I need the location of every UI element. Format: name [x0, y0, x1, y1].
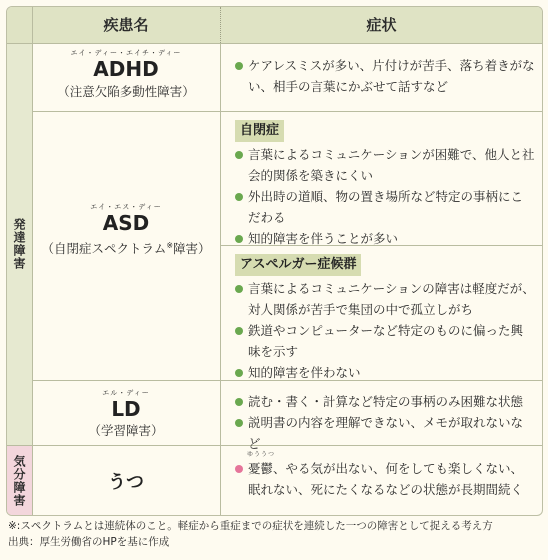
adhd-abbr: ADHD [93, 57, 159, 81]
asd-group-asperger [235, 253, 535, 383]
list-item: 説明書の内容を理解できない、メモが取れないなど [235, 412, 535, 454]
list-item: 知的障害を伴わない [235, 362, 535, 383]
table-header [7, 7, 542, 43]
bullet-icon [235, 235, 243, 243]
row-ld-name [32, 389, 220, 440]
list-item: 言葉によるコミュニケーションが困難で、他人と社会的関係を築きにくい [235, 144, 535, 186]
ld-full: （学習障害） [88, 423, 164, 438]
list-item: 鉄道やコンピューターなど特定のものに偏った興味を示す [235, 320, 535, 362]
adhd-ruby: エイ・ディー・エイチ・ディー [70, 49, 182, 57]
category-mood [7, 446, 32, 515]
list-item: 憂鬱、やる気が出ない、何をしても楽しくない、眠れない、死にたくなるなどの状態が長期間続く [235, 458, 535, 500]
bullet-icon [235, 369, 243, 377]
row-utsu-name [32, 468, 220, 494]
row-adhd-name [32, 49, 220, 101]
ld-ruby: エル・ディー [102, 389, 150, 397]
category-label-developmental: 発達障害 [12, 218, 26, 270]
list-item: ケアレスミスが多い、片付けが苦手、落ち着きがない、相手の言葉にかぶせて話すなど [235, 55, 535, 97]
asd-abbr: ASD [102, 211, 150, 235]
footnote: ※:スペクトラムとは連続体のこと。軽症から重症までの症状を連続した一つの障害として捉える考え方 [8, 520, 493, 532]
utsu-name: うつ [108, 472, 144, 493]
bullet-icon [235, 327, 243, 335]
row-adhd-symptoms [235, 55, 535, 97]
disorder-table [6, 6, 543, 516]
header-divider [220, 7, 221, 43]
asd-full: （自閉症スペクトラム※障害） [41, 241, 211, 257]
bullet-icon [235, 62, 243, 70]
row-utsu-symptoms [235, 458, 535, 500]
bullet-icon [235, 398, 243, 406]
bullet-icon [235, 193, 243, 201]
list-item: 読む・書く・計算など特定の事柄のみ困難な状態 [235, 391, 535, 412]
ld-abbr: LD [111, 397, 141, 421]
asperger-heading: アスペルガー症候群 [235, 254, 361, 276]
divider [7, 43, 542, 44]
bullet-icon [235, 419, 243, 427]
adhd-full: （注意欠陥多動性障害） [57, 84, 195, 99]
source-note: 出典：厚生労働省のHPを基に作成 [8, 536, 170, 548]
autism-heading: 自閉症 [235, 120, 284, 142]
divider [32, 111, 542, 112]
asd-ruby: エイ・エス・ディー [90, 203, 162, 211]
bullet-icon [235, 151, 243, 159]
list-item: 知的障害を伴うことが多い [235, 228, 535, 249]
list-item: 言葉によるコミュニケーションの障害は軽度だが、対人関係が苦手で集団の中で孤立しがち [235, 278, 535, 320]
header-disease-name: 疾患名 [103, 16, 149, 34]
utsu-ruby: ゆううつ [247, 451, 276, 458]
bullet-icon [235, 465, 243, 473]
category-developmental [7, 43, 32, 445]
bullet-icon [235, 285, 243, 293]
row-asd-name [32, 203, 220, 258]
list-item: 外出時の道順、物の置き場所など特定の事柄にこだわる [235, 186, 535, 228]
header-symptoms: 症状 [366, 16, 397, 34]
row-ld-symptoms [235, 391, 535, 454]
category-label-mood: 気分障害 [12, 454, 26, 507]
asd-group-autism [235, 119, 535, 249]
